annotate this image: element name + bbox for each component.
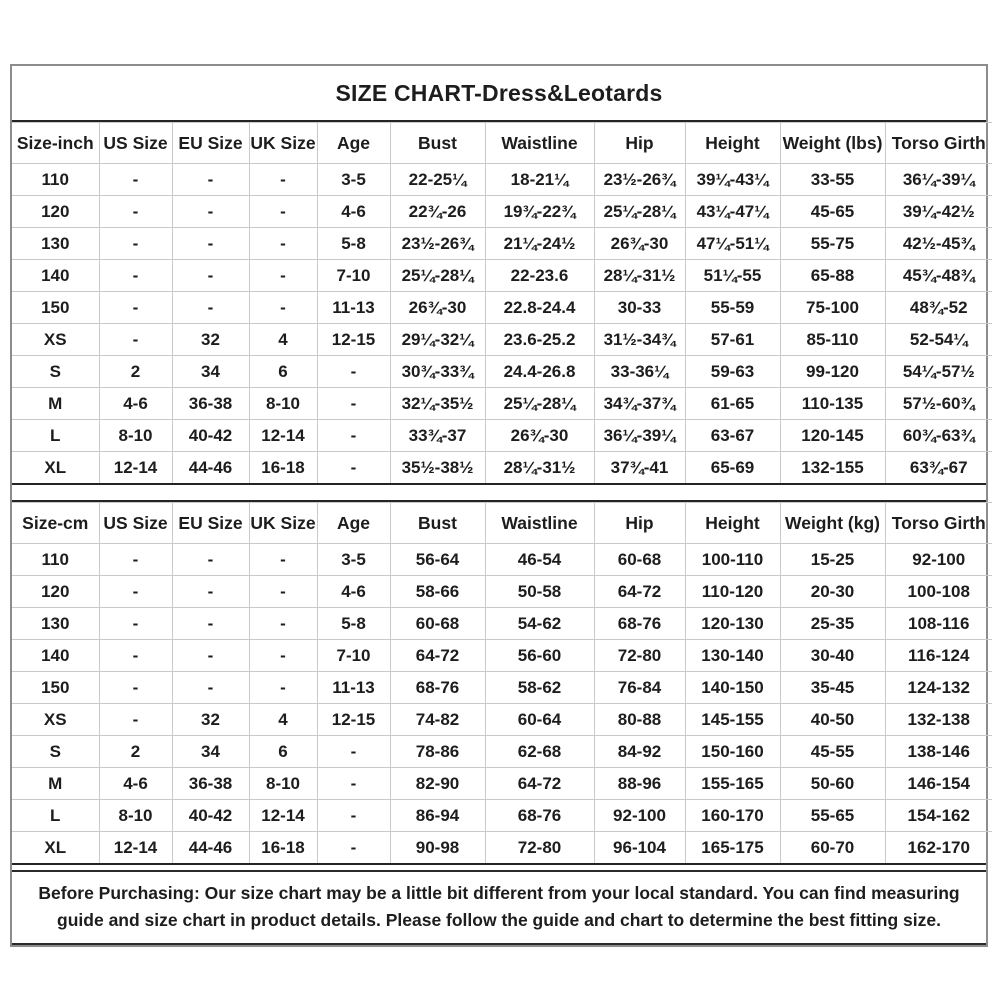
size-label-cell: XS bbox=[12, 324, 99, 356]
table-cell: 165-175 bbox=[685, 832, 780, 864]
table-cell: 36-38 bbox=[172, 768, 249, 800]
table-cell: 37¾-41 bbox=[594, 452, 685, 484]
table-cell: 45¾-48¾ bbox=[885, 260, 992, 292]
table-header-row bbox=[12, 123, 992, 164]
size-table-inch bbox=[12, 122, 992, 483]
table-cell: 80-88 bbox=[594, 704, 685, 736]
table-cell: 61-65 bbox=[685, 388, 780, 420]
table-cell: - bbox=[249, 544, 317, 576]
table-cell: 116-124 bbox=[885, 640, 992, 672]
table-cell: - bbox=[172, 292, 249, 324]
table-cell: 39¼-43¼ bbox=[685, 164, 780, 196]
table-cell: - bbox=[99, 640, 172, 672]
size-label-cell: XS bbox=[12, 704, 99, 736]
table-cell: 12-14 bbox=[249, 800, 317, 832]
table-cell: 48¾-52 bbox=[885, 292, 992, 324]
table-cell: 64-72 bbox=[485, 768, 594, 800]
table-cell: 145-155 bbox=[685, 704, 780, 736]
table-cell: 54¼-57½ bbox=[885, 356, 992, 388]
table-cell: 12-15 bbox=[317, 324, 390, 356]
table-cell: - bbox=[317, 736, 390, 768]
table-header-cell: Size-inch bbox=[12, 123, 99, 164]
table-row bbox=[12, 800, 992, 832]
table-cell: 22-23.6 bbox=[485, 260, 594, 292]
table-cell: 162-170 bbox=[885, 832, 992, 864]
table-cell: 110-135 bbox=[780, 388, 885, 420]
table-cell: 68-76 bbox=[594, 608, 685, 640]
table-cell: 44-46 bbox=[172, 452, 249, 484]
table-cell: 50-60 bbox=[780, 768, 885, 800]
table-cell: - bbox=[249, 260, 317, 292]
table-header-cell: Height bbox=[685, 123, 780, 164]
size-label-cell: 130 bbox=[12, 608, 99, 640]
table-cell: - bbox=[317, 388, 390, 420]
table-cell: 7-10 bbox=[317, 640, 390, 672]
size-chart-sheet bbox=[10, 64, 988, 947]
table-cell: 32 bbox=[172, 704, 249, 736]
table-header-cell: UK Size bbox=[249, 123, 317, 164]
table-cell: 132-138 bbox=[885, 704, 992, 736]
table-cell: 60-68 bbox=[390, 608, 485, 640]
table-cell: 84-92 bbox=[594, 736, 685, 768]
table-row bbox=[12, 260, 992, 292]
table-cell: 26¾-30 bbox=[390, 292, 485, 324]
table-cell: 8-10 bbox=[249, 388, 317, 420]
table-header-cell: Waistline bbox=[485, 503, 594, 544]
table-cell: - bbox=[249, 164, 317, 196]
table-cell: 86-94 bbox=[390, 800, 485, 832]
table-header-cell: Waistline bbox=[485, 123, 594, 164]
table-cell: 64-72 bbox=[594, 576, 685, 608]
size-label-cell: S bbox=[12, 356, 99, 388]
table-header-cell: EU Size bbox=[172, 123, 249, 164]
table-cell: - bbox=[99, 228, 172, 260]
table-cell: 26¾-30 bbox=[594, 228, 685, 260]
table-cell: 12-15 bbox=[317, 704, 390, 736]
table-cell: 4-6 bbox=[317, 576, 390, 608]
table-cell: - bbox=[249, 292, 317, 324]
table-cell: 120-145 bbox=[780, 420, 885, 452]
size-label-cell: 120 bbox=[12, 576, 99, 608]
table-header-cell: Size-cm bbox=[12, 503, 99, 544]
table-cell: - bbox=[317, 768, 390, 800]
table-cell: 6 bbox=[249, 356, 317, 388]
table-cell: - bbox=[317, 356, 390, 388]
table-cell: - bbox=[249, 576, 317, 608]
table-cell: - bbox=[249, 640, 317, 672]
table-cell: 43¼-47¼ bbox=[685, 196, 780, 228]
table-cell: 35½-38½ bbox=[390, 452, 485, 484]
table-cell: 4-6 bbox=[99, 768, 172, 800]
table-cell: 150-160 bbox=[685, 736, 780, 768]
size-table-inch-section bbox=[12, 122, 986, 485]
table-cell: - bbox=[172, 544, 249, 576]
table-cell: 110-120 bbox=[685, 576, 780, 608]
table-cell: 16-18 bbox=[249, 452, 317, 484]
table-cell: 56-64 bbox=[390, 544, 485, 576]
size-label-cell: L bbox=[12, 800, 99, 832]
table-cell: 57½-60¾ bbox=[885, 388, 992, 420]
table-cell: - bbox=[317, 800, 390, 832]
size-label-cell: XL bbox=[12, 832, 99, 864]
size-label-cell: 130 bbox=[12, 228, 99, 260]
table-cell: 26¾-30 bbox=[485, 420, 594, 452]
table-cell: 25-35 bbox=[780, 608, 885, 640]
table-cell: 100-108 bbox=[885, 576, 992, 608]
table-cell: 12-14 bbox=[249, 420, 317, 452]
table-cell: 99-120 bbox=[780, 356, 885, 388]
table-cell: 34 bbox=[172, 736, 249, 768]
table-cell: 154-162 bbox=[885, 800, 992, 832]
table-row bbox=[12, 544, 992, 576]
table-cell: 33-36¼ bbox=[594, 356, 685, 388]
table-header-cell: Age bbox=[317, 503, 390, 544]
table-row bbox=[12, 608, 992, 640]
table-cell: 39¼-42½ bbox=[885, 196, 992, 228]
table-row bbox=[12, 164, 992, 196]
table-cell: - bbox=[317, 420, 390, 452]
table-cell: - bbox=[99, 704, 172, 736]
table-cell: 160-170 bbox=[685, 800, 780, 832]
table-cell: 45-55 bbox=[780, 736, 885, 768]
size-label-cell: 150 bbox=[12, 292, 99, 324]
size-label-cell: 120 bbox=[12, 196, 99, 228]
table-cell: 90-98 bbox=[390, 832, 485, 864]
table-cell: 32¼-35½ bbox=[390, 388, 485, 420]
table-row bbox=[12, 640, 992, 672]
size-label-cell: 110 bbox=[12, 544, 99, 576]
size-table-cm bbox=[12, 502, 992, 863]
size-label-cell: 140 bbox=[12, 640, 99, 672]
table-cell: - bbox=[249, 608, 317, 640]
table-cell: 20-30 bbox=[780, 576, 885, 608]
table-cell: - bbox=[172, 608, 249, 640]
table-cell: 130-140 bbox=[685, 640, 780, 672]
table-cell: - bbox=[317, 452, 390, 484]
table-cell: 62-68 bbox=[485, 736, 594, 768]
table-header-cell: EU Size bbox=[172, 503, 249, 544]
table-cell: - bbox=[99, 324, 172, 356]
table-cell: 63-67 bbox=[685, 420, 780, 452]
table-cell: 82-90 bbox=[390, 768, 485, 800]
table-cell: 138-146 bbox=[885, 736, 992, 768]
table-cell: 28¼-31½ bbox=[485, 452, 594, 484]
table-row bbox=[12, 324, 992, 356]
size-label-cell: S bbox=[12, 736, 99, 768]
table-cell: 42½-45¾ bbox=[885, 228, 992, 260]
table-cell: - bbox=[249, 196, 317, 228]
size-label-cell: 110 bbox=[12, 164, 99, 196]
table-cell: - bbox=[249, 228, 317, 260]
table-cell: 44-46 bbox=[172, 832, 249, 864]
table-cell: 88-96 bbox=[594, 768, 685, 800]
table-cell: 58-66 bbox=[390, 576, 485, 608]
table-cell: 4 bbox=[249, 324, 317, 356]
table-row bbox=[12, 356, 992, 388]
table-cell: 64-72 bbox=[390, 640, 485, 672]
table-cell: 85-110 bbox=[780, 324, 885, 356]
table-cell: 68-76 bbox=[390, 672, 485, 704]
table-cell: 6 bbox=[249, 736, 317, 768]
table-cell: 28¼-31½ bbox=[594, 260, 685, 292]
table-cell: 12-14 bbox=[99, 832, 172, 864]
table-cell: 5-8 bbox=[317, 608, 390, 640]
table-cell: 36¼-39¼ bbox=[885, 164, 992, 196]
table-cell: 68-76 bbox=[485, 800, 594, 832]
table-cell: 51¼-55 bbox=[685, 260, 780, 292]
table-cell: 92-100 bbox=[594, 800, 685, 832]
size-table-cm-section bbox=[12, 500, 986, 865]
table-cell: 16-18 bbox=[249, 832, 317, 864]
table-cell: - bbox=[172, 576, 249, 608]
tables-divider-gap bbox=[12, 485, 986, 500]
table-cell: 34¾-37¾ bbox=[594, 388, 685, 420]
table-cell: - bbox=[99, 292, 172, 324]
table-cell: 155-165 bbox=[685, 768, 780, 800]
table-cell: - bbox=[99, 164, 172, 196]
table-row bbox=[12, 452, 992, 484]
table-cell: 75-100 bbox=[780, 292, 885, 324]
size-label-cell: M bbox=[12, 768, 99, 800]
table-cell: 30¾-33¾ bbox=[390, 356, 485, 388]
table-cell: 55-75 bbox=[780, 228, 885, 260]
purchase-note: Before Purchasing: Our size chart may be a little bit different from your local standard. You can find measuring guide and size chart in product details. Please follow the guide and chart to determine the best fitting size. bbox=[12, 870, 986, 945]
table-cell: 58-62 bbox=[485, 672, 594, 704]
table-cell: 30-33 bbox=[594, 292, 685, 324]
table-cell: - bbox=[172, 260, 249, 292]
table-cell: 52-54¼ bbox=[885, 324, 992, 356]
table-cell: 18-21¼ bbox=[485, 164, 594, 196]
table-cell: 40-42 bbox=[172, 420, 249, 452]
table-cell: 25¼-28¼ bbox=[485, 388, 594, 420]
table-cell: 4-6 bbox=[99, 388, 172, 420]
table-cell: 76-84 bbox=[594, 672, 685, 704]
table-header-cell: UK Size bbox=[249, 503, 317, 544]
table-cell: 55-65 bbox=[780, 800, 885, 832]
table-cell: - bbox=[99, 608, 172, 640]
table-cell: 120-130 bbox=[685, 608, 780, 640]
table-cell: 24.4-26.8 bbox=[485, 356, 594, 388]
table-cell: 47¼-51¼ bbox=[685, 228, 780, 260]
table-cell: 12-14 bbox=[99, 452, 172, 484]
size-label-cell: M bbox=[12, 388, 99, 420]
table-cell: 3-5 bbox=[317, 164, 390, 196]
table-cell: 56-60 bbox=[485, 640, 594, 672]
table-cell: 7-10 bbox=[317, 260, 390, 292]
table-cell: 96-104 bbox=[594, 832, 685, 864]
table-cell: 65-88 bbox=[780, 260, 885, 292]
table-cell: 22.8-24.4 bbox=[485, 292, 594, 324]
table-cell: 45-65 bbox=[780, 196, 885, 228]
table-cell: 11-13 bbox=[317, 672, 390, 704]
table-cell: 22¾-26 bbox=[390, 196, 485, 228]
table-cell: 50-58 bbox=[485, 576, 594, 608]
table-cell: - bbox=[249, 672, 317, 704]
table-row bbox=[12, 292, 992, 324]
table-cell: 23½-26¾ bbox=[390, 228, 485, 260]
table-cell: - bbox=[99, 672, 172, 704]
table-cell: 55-59 bbox=[685, 292, 780, 324]
table-cell: 124-132 bbox=[885, 672, 992, 704]
table-row bbox=[12, 196, 992, 228]
table-header-cell: Torso Girth bbox=[885, 503, 992, 544]
table-cell: 40-42 bbox=[172, 800, 249, 832]
table-cell: - bbox=[99, 544, 172, 576]
table-row bbox=[12, 576, 992, 608]
table-cell: 23½-26¾ bbox=[594, 164, 685, 196]
table-cell: 8-10 bbox=[99, 420, 172, 452]
table-row bbox=[12, 228, 992, 260]
table-cell: - bbox=[99, 260, 172, 292]
table-cell: 34 bbox=[172, 356, 249, 388]
table-cell: - bbox=[99, 196, 172, 228]
table-header-cell: Age bbox=[317, 123, 390, 164]
table-row bbox=[12, 768, 992, 800]
size-label-cell: 140 bbox=[12, 260, 99, 292]
table-cell: 33¾-37 bbox=[390, 420, 485, 452]
table-cell: - bbox=[317, 832, 390, 864]
table-cell: - bbox=[172, 196, 249, 228]
table-row bbox=[12, 420, 992, 452]
table-header-cell: Hip bbox=[594, 503, 685, 544]
table-row bbox=[12, 832, 992, 864]
table-cell: 72-80 bbox=[485, 832, 594, 864]
table-cell: 2 bbox=[99, 736, 172, 768]
table-cell: 146-154 bbox=[885, 768, 992, 800]
table-cell: 15-25 bbox=[780, 544, 885, 576]
table-cell: 5-8 bbox=[317, 228, 390, 260]
table-row bbox=[12, 704, 992, 736]
table-header-cell: US Size bbox=[99, 123, 172, 164]
table-cell: 100-110 bbox=[685, 544, 780, 576]
table-cell: 59-63 bbox=[685, 356, 780, 388]
table-cell: 25¼-28¼ bbox=[390, 260, 485, 292]
table-cell: 29¼-32¼ bbox=[390, 324, 485, 356]
table-cell: 132-155 bbox=[780, 452, 885, 484]
table-row bbox=[12, 388, 992, 420]
table-cell: 72-80 bbox=[594, 640, 685, 672]
table-cell: 33-55 bbox=[780, 164, 885, 196]
table-cell: 78-86 bbox=[390, 736, 485, 768]
table-cell: 30-40 bbox=[780, 640, 885, 672]
table-cell: 108-116 bbox=[885, 608, 992, 640]
table-header-cell: Hip bbox=[594, 123, 685, 164]
table-cell: 36-38 bbox=[172, 388, 249, 420]
table-cell: 23.6-25.2 bbox=[485, 324, 594, 356]
table-cell: - bbox=[172, 164, 249, 196]
table-cell: 140-150 bbox=[685, 672, 780, 704]
table-cell: 74-82 bbox=[390, 704, 485, 736]
table-header-cell: Torso Girth bbox=[885, 123, 992, 164]
table-row bbox=[12, 672, 992, 704]
table-cell: 21¼-24½ bbox=[485, 228, 594, 260]
table-cell: 60¾-63¾ bbox=[885, 420, 992, 452]
table-cell: 3-5 bbox=[317, 544, 390, 576]
table-header-cell: Weight (kg) bbox=[780, 503, 885, 544]
size-label-cell: XL bbox=[12, 452, 99, 484]
table-cell: - bbox=[172, 640, 249, 672]
table-header-cell: Weight (lbs) bbox=[780, 123, 885, 164]
table-cell: 63¾-67 bbox=[885, 452, 992, 484]
table-cell: 54-62 bbox=[485, 608, 594, 640]
table-cell: 2 bbox=[99, 356, 172, 388]
table-cell: 60-70 bbox=[780, 832, 885, 864]
table-header-row bbox=[12, 503, 992, 544]
table-header-cell: US Size bbox=[99, 503, 172, 544]
table-cell: 4 bbox=[249, 704, 317, 736]
table-cell: 25¼-28¼ bbox=[594, 196, 685, 228]
table-cell: 8-10 bbox=[249, 768, 317, 800]
size-label-cell: L bbox=[12, 420, 99, 452]
table-cell: 19¾-22¾ bbox=[485, 196, 594, 228]
table-header-cell: Bust bbox=[390, 123, 485, 164]
table-cell: 35-45 bbox=[780, 672, 885, 704]
table-cell: 60-68 bbox=[594, 544, 685, 576]
table-cell: 65-69 bbox=[685, 452, 780, 484]
table-cell: 46-54 bbox=[485, 544, 594, 576]
table-cell: 92-100 bbox=[885, 544, 992, 576]
table-cell: 4-6 bbox=[317, 196, 390, 228]
table-cell: - bbox=[172, 672, 249, 704]
table-cell: 8-10 bbox=[99, 800, 172, 832]
table-cell: 22-25¼ bbox=[390, 164, 485, 196]
table-header-cell: Height bbox=[685, 503, 780, 544]
size-label-cell: 150 bbox=[12, 672, 99, 704]
table-cell: 57-61 bbox=[685, 324, 780, 356]
table-cell: 36¼-39¼ bbox=[594, 420, 685, 452]
table-cell: 11-13 bbox=[317, 292, 390, 324]
table-cell: - bbox=[172, 228, 249, 260]
size-chart-title: SIZE CHART-Dress&Leotards bbox=[12, 66, 986, 122]
table-cell: 40-50 bbox=[780, 704, 885, 736]
table-header-cell: Bust bbox=[390, 503, 485, 544]
table-cell: 60-64 bbox=[485, 704, 594, 736]
table-cell: - bbox=[99, 576, 172, 608]
table-row bbox=[12, 736, 992, 768]
table-cell: 32 bbox=[172, 324, 249, 356]
table-cell: 31½-34¾ bbox=[594, 324, 685, 356]
